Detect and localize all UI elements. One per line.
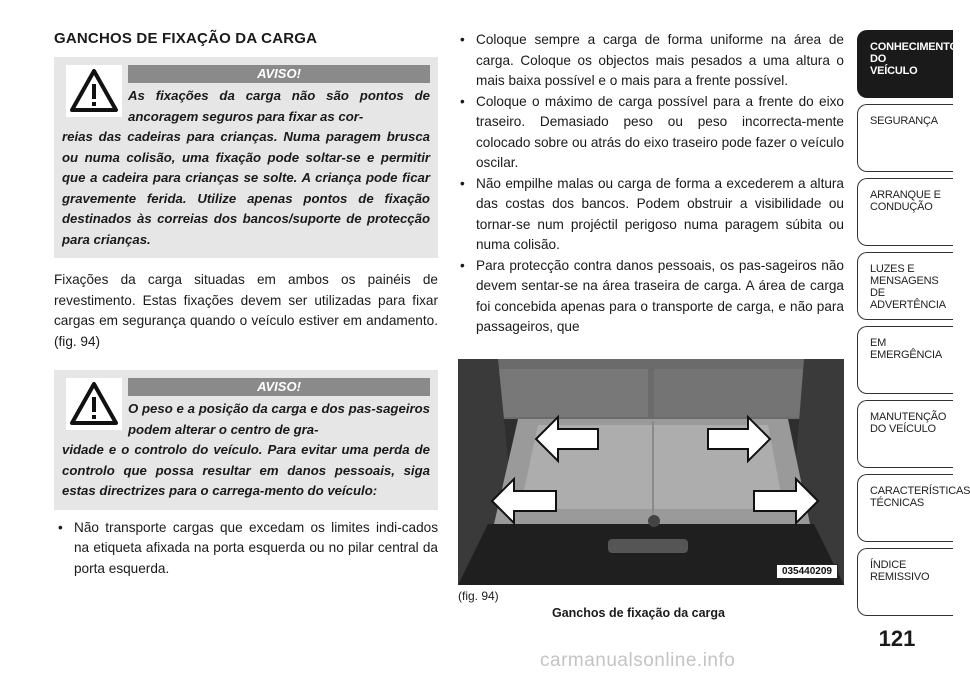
warning-header: AVISO!	[128, 378, 430, 396]
warning-body-text: vidade e o controlo do veículo. Para evitar uma perda de controlo que possa resultar em danos pessoais, siga estas directrizes para o carrega-mento do veículo:	[62, 442, 430, 498]
left-column	[54, 30, 438, 579]
tab-arranque-e-conducao[interactable]: ARRANQUE E CONDUÇÃO	[857, 178, 953, 246]
left-bullet-list	[54, 518, 438, 580]
tab-indice-remissivo[interactable]: ÍNDICE REMISSIVO	[857, 548, 953, 616]
list-item: • Coloque o máximo de carga possível para a frente do eixo traseiro. Demasiado peso ou peso incorrecta-mente colocado sobre ou atrás do eixo traseiro pode fazer o veículo oscilar.	[456, 92, 844, 174]
warning-box-1	[54, 57, 438, 258]
warning-box-2	[54, 370, 438, 510]
right-column	[456, 30, 844, 338]
warning-body-text: reias das cadeiras para crianças. Numa paragem brusca ou numa colisão, uma fixação pode soltar-se e permitir que a cadeira para crianças se solte. A criança pode ficar gravemente ferida. Utilize apenas pontos de fixação destinados às correias dos bancos/suporte de protecção para crianças.	[62, 129, 430, 247]
tab-seguranca[interactable]: SEGURANÇA	[857, 104, 953, 172]
tab-manutencao-do-veiculo[interactable]: MANUTENÇÃO DO VEÍCULO	[857, 400, 953, 468]
page-number: 121	[878, 626, 916, 651]
watermark: carmanualsonline.info	[540, 650, 736, 671]
list-item: • Para protecção contra danos pessoais, os pas-sageiros não devem sentar-se na área traseira de carga. A área de carga foi concebida apenas para o transporte de carga, e não para passageiros, que	[456, 256, 844, 338]
tab-em-emergencia[interactable]: EM EMERGÊNCIA	[857, 326, 953, 394]
figure-code: 035440209	[776, 564, 838, 579]
chapter-tabs	[857, 30, 970, 622]
warning-triangle-icon	[62, 378, 128, 430]
warning-lead-text: O peso e a posição da carga e dos pas-sageiros podem alterar o centro de gra-	[128, 401, 430, 437]
list-item: • Não empilhe malas ou carga de forma a excederem a altura das costas dos bancos. Podem obstruir a visibilidade ou tornar-se num projéctil perigoso numa paragem súbita ou numa colisão.	[456, 174, 844, 256]
right-bullet-list	[456, 30, 844, 338]
figure-label: (fig. 94)	[458, 589, 499, 603]
cargo-photo-illustration	[458, 359, 844, 585]
cargo-area-photo	[458, 359, 844, 585]
tab-conhecimento-do-veiculo[interactable]: CONHECIMENTO DO VEÍCULO	[857, 30, 953, 98]
warning-triangle-icon	[62, 65, 128, 117]
list-item: • Não transporte cargas que excedam os limites indi-cados na etiqueta afixada na porta esquerda ou no pilar central da porta esquerda.	[54, 518, 438, 580]
tab-caracteristicas-tecnicas[interactable]: CARACTERÍSTICAS TÉCNICAS	[857, 474, 953, 542]
tab-luzes-e-mensagens[interactable]: LUZES E MENSAGENS DE ADVERTÊNCIA	[857, 252, 953, 320]
warning-lead-text: As fixações da carga não são pontos de ancoragem seguros para fixar as cor-	[128, 88, 430, 124]
section-title: GANCHOS DE FIXAÇÃO DA CARGA	[54, 30, 318, 47]
figure-caption: Ganchos de fixação da carga	[552, 606, 725, 620]
list-item: • Coloque sempre a carga de forma uniforme na área de carga. Coloque os objectos mais pesados a uma altura o mais baixa possível e o mais para a frente possível.	[456, 30, 844, 92]
warning-header: AVISO!	[128, 65, 430, 83]
paragraph: Fixações da carga situadas em ambos os painéis de revestimento. Estas fixações devem ser utilizadas para fixar cargas em segurança quando o veículo estiver em andamento. (fig. 94)	[54, 272, 438, 349]
